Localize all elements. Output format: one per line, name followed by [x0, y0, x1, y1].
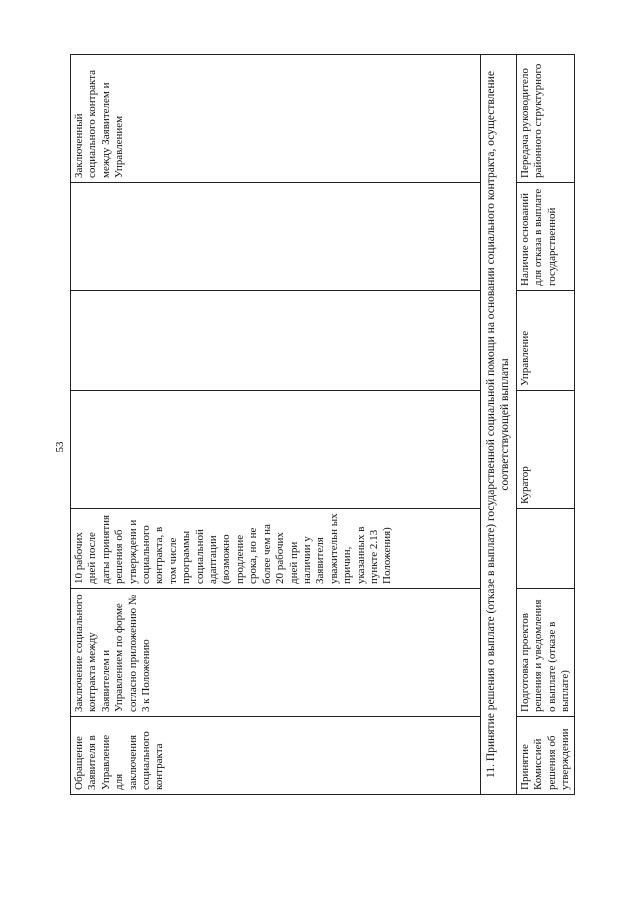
cell-action: Принятие Комиссией решения об утверждении: [516, 717, 575, 795]
table-row-contract: [71, 55, 481, 795]
table-row-decision: [516, 55, 575, 795]
cell-deadline: 10 рабочих дней после даты принятия решения об утверждени и социального контракта, в том числе программы социальной адаптации (возможно продление срока, но не более чем на 20 рабочих дней при наличии у Заявителя уважительн ых причин, указанных в пункте 2.13 Положения): [71, 509, 481, 589]
cell-result: Передача руководитело районного структурного: [516, 55, 575, 183]
section-title: 11. Принятие решения о выплате (отказе в выплате) государственной социальной помощи на основании социального контракта, осуществление соответствующей выплаты: [481, 55, 517, 795]
cell-executor: Куратор: [516, 391, 575, 509]
cell-action: Обращение Заявителя в Управление для заключения социального контракта: [71, 717, 481, 795]
cell-criteria: [71, 183, 481, 291]
section-heading-row: [481, 55, 517, 795]
cell-criteria: Наличие оснований для отказа в выплате государственной: [516, 183, 575, 291]
cell-result: Заключенный социального контракта между Заявителем и Управлением: [71, 55, 481, 183]
cell-procedure: Подготовка проектов решения и уведомления о выплате (отказе в выплате): [516, 589, 575, 717]
cell-executor: [71, 391, 481, 509]
process-table: [70, 55, 571, 795]
cell-participant: Управление: [516, 291, 575, 391]
cell-participant: [71, 291, 481, 391]
cell-deadline: [516, 509, 575, 589]
page-number: 53: [54, 441, 66, 453]
cell-procedure: Заключение социального контракта между Заявителем и Управлением по форме согласно приложению № 3 к Положению: [71, 589, 481, 717]
